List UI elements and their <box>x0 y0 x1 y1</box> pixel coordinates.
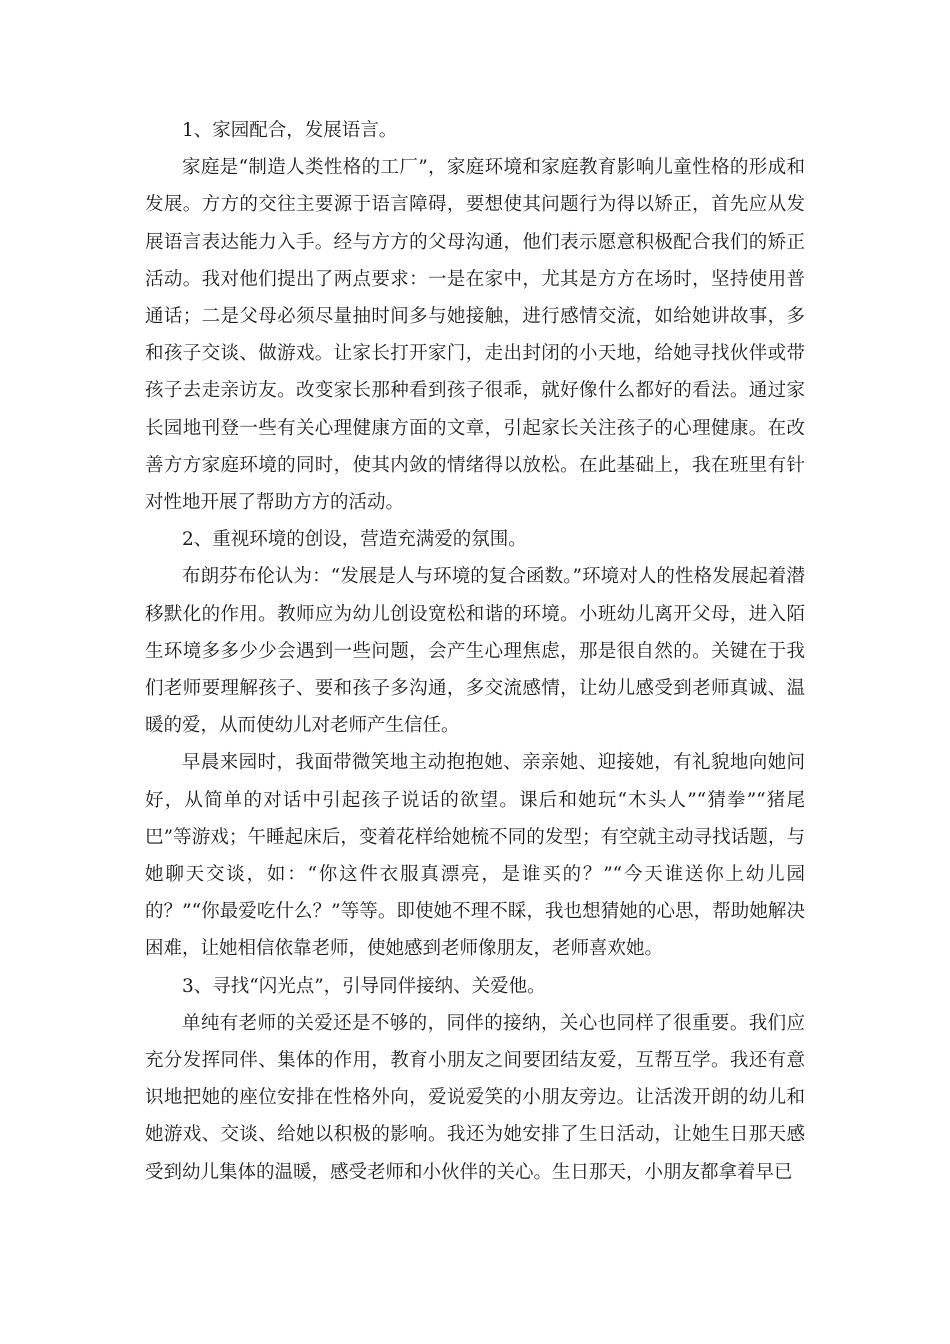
paragraph-environment-theory: 布朗芬布伦认为：“发展是人与环境的复合函数。”环境对人的性格发展起着潜移默化的作用。教师应为幼儿创设宽松和谐的环境。小班幼儿离开父母，进入陌生环境多多少少会遇到一些问题，会产生心理焦虑，那是很自然的。关键在于我们老师要理解孩子、要和孩子多沟通，多交流感情，让幼儿感受到老师真诚、温暖的爱，从而使幼儿对老师产生信任。 <box>145 566 805 737</box>
paragraph-morning-greeting: 早晨来园时，我面带微笑地主动抱抱她、亲亲她、迎接她，有礼貌地向她问好，从简单的对话中引起孩子说话的欲望。课后和她玩“木头人”“猜拳”“猪尾巴”等游戏；午睡起床后，变着花样给她梳不同的发型；有空就主动寻找话题，与她聊天交谈，如：“你这件衣服真漂亮，是谁买的？”“今天谁送你上幼儿园的？”“你最爱吃什么？”等等。即使她不理不睬，我也想猜她的心思，帮助她解决困难，让她相信依靠老师，使她感到老师像朋友，老师喜欢她。 <box>145 752 805 960</box>
section-heading-2: 2、重视环境的创设，营造充满爱的氛围。 <box>182 529 527 551</box>
section-heading-1: 1、家园配合，发展语言。 <box>182 120 398 141</box>
section-heading-3: 3、寻找“闪光点”，引导同伴接纳、关爱他。 <box>182 975 546 997</box>
paragraph-peer-acceptance: 单纯有老师的关爱还是不够的，同伴的接纳，关心也同样了很重要。我们应充分发挥同伴、集体的作用，教育小朋友之间要团结友爱，互帮互学。我还有意识地把她的座位安排在性格外向，爱说爱笑的小朋友旁边。让活泼开朗的幼儿和她游戏、交谈、给她以积极的影响。我还为她安排了生日活动，让她生日那天感受到幼儿集体的温暖，感受老师和小伙伴的关心。生日那天，小朋友都拿着早已 <box>145 1012 805 1183</box>
paragraph-family-environment: 家庭是“制造人类性格的工厂”，家庭环境和家庭教育影响儿童性格的形成和发展。方方的交往主要源于语言障碍，要想使其问题行为得以矫正，首先应从发展语言表达能力入手。经与方方的父母沟通，他们表示愿意积极配合我们的矫正活动。我对他们提出了两点要求：一是在家中，尤其是方方在场时，坚持使用普通话；二是父母必须尽量抽时间多与她接触，进行感情交流，如给她讲故事，多和孩子交谈、做游戏。让家长打开家门，走出封闭的小天地，给她寻找伙伴或带孩子去走亲访友。改变家长那种看到孩子很乖，就好像什么都好的看法。通过家长园地刊登一些有关心理健康方面的文章，引起家长关注孩子的心理健康。在改善方方家庭环境的同时，使其内敛的情绪得以放松。在此基础上，我在班里有针对性地开展了帮助方方的活动。 <box>145 157 805 514</box>
document-body <box>145 112 805 1191</box>
